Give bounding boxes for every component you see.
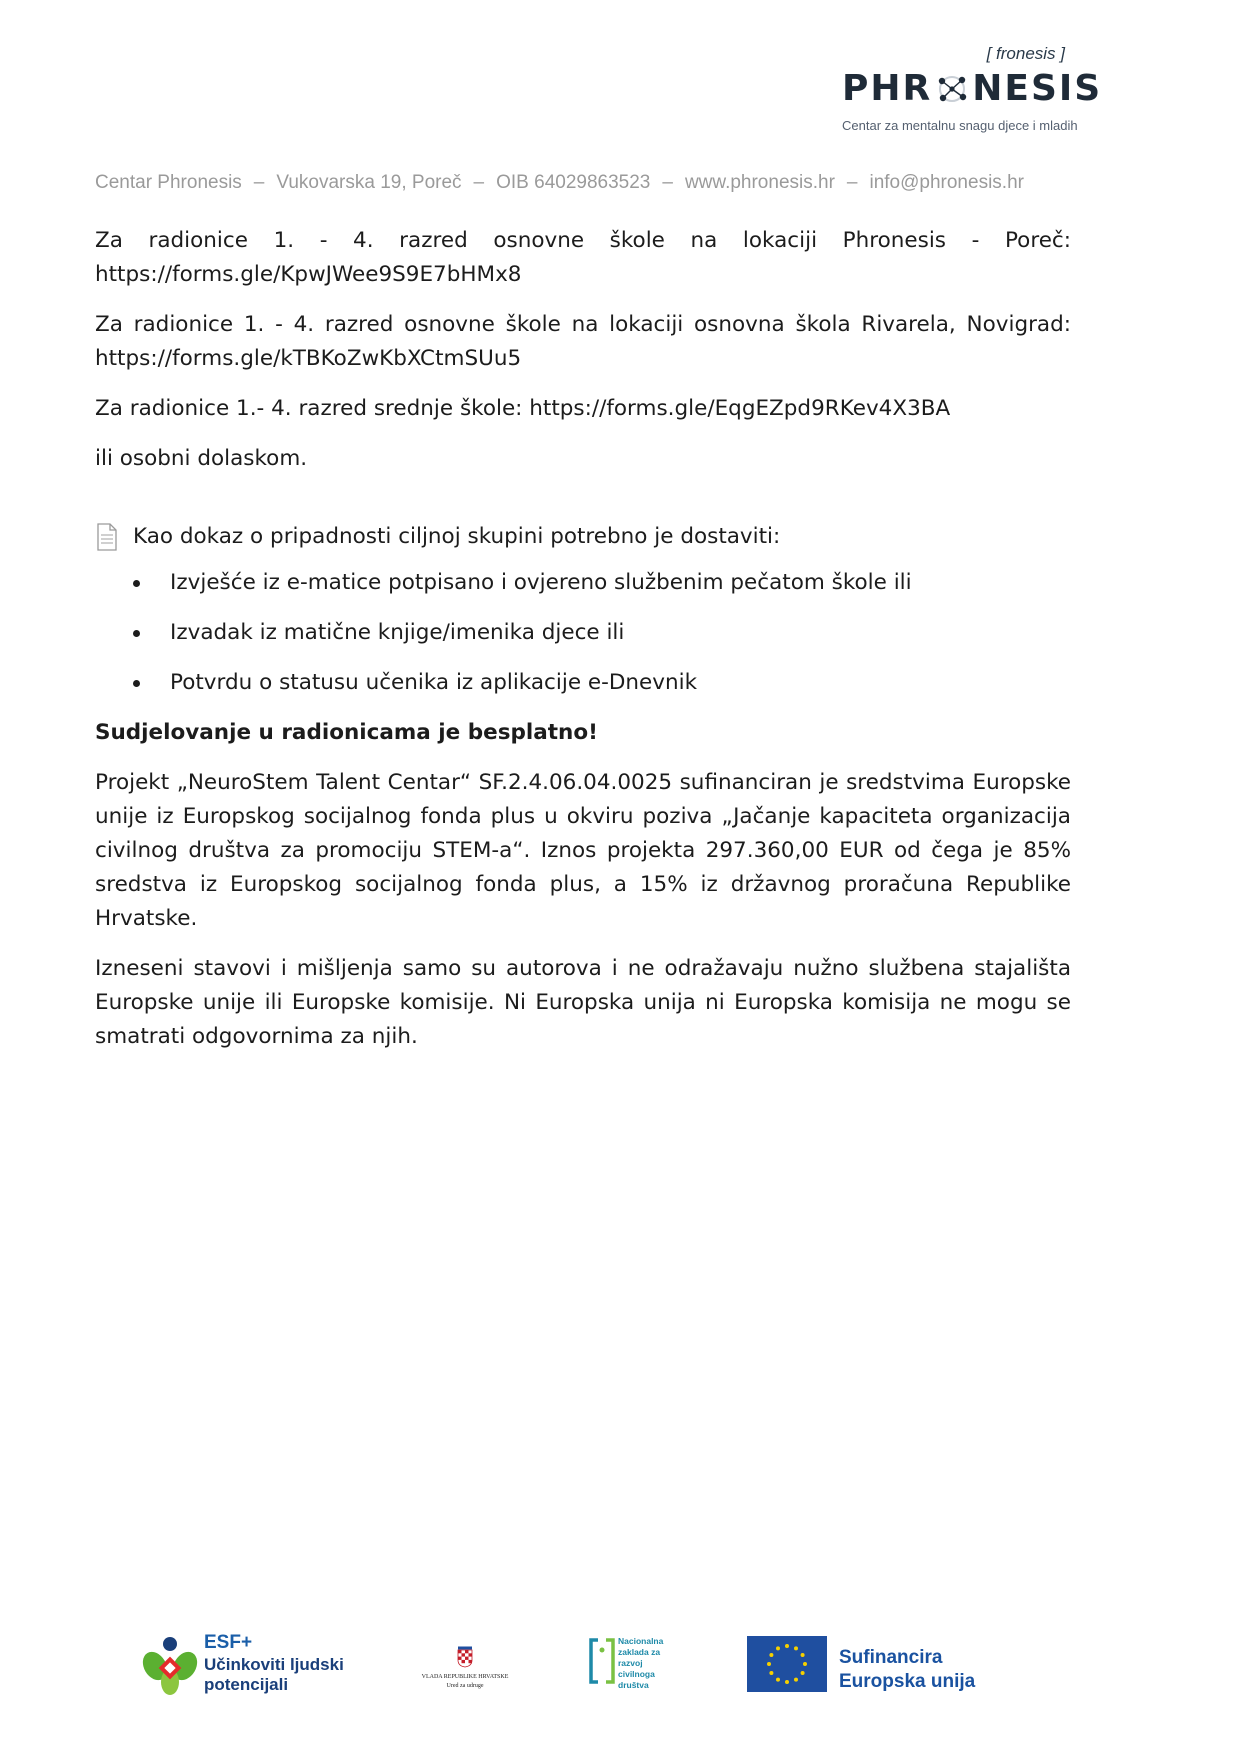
free-participation-note: Sudjelovanje u radionicama je besplatno!	[95, 720, 598, 745]
nzr-line: razvoj	[618, 1658, 643, 1668]
contact-address: Vukovarska 19, Poreč	[276, 172, 462, 193]
footer-logos	[0, 1620, 1240, 1720]
project-funding-paragraph: Projekt „NeuroStem Talent Centar“ SF.2.4.06.04.0025 sufinanciran je sredstvima Europske unije iz Europskog socijalnog fonda plus u okviru poziva „Jačanje kapaciteta organizacija civilnog društva za promociju STEM-a“. Iznos projekta 297.360,00 EUR od čega je 85% sredstva iz Europskog socijalnog fonda plus, a 15% iz državnog proračuna Republike Hrvatske.	[95, 770, 1071, 931]
government-name: VLADA REPUBLIKE HRVATSKE	[421, 1674, 509, 1680]
separator: –	[253, 172, 265, 193]
eu-cofunding-logo	[747, 1636, 987, 1696]
phronesis-logo	[812, 40, 1103, 140]
croatian-government-logo	[420, 1646, 510, 1692]
document-body	[95, 224, 1071, 1070]
eu-text	[839, 1646, 975, 1694]
registration-link-paragraph[interactable]: Za radionice 1. - 4. razred osnovne škole na lokaciji osnovna škola Rivarela, Novigrad: https://forms.gle/kTBKoZwKbXCtmSUu5	[95, 312, 1071, 371]
esf-flower-icon	[142, 1636, 198, 1696]
logo-wordmark	[842, 68, 1102, 109]
list-item: Izvadak iz matične knjige/imenika djece ili	[133, 616, 1071, 650]
esf-line1: Učinkoviti ljudski	[204, 1655, 344, 1674]
esf-title: ESF+	[204, 1632, 253, 1653]
in-person-note: ili osobni dolaskom.	[95, 446, 308, 471]
eu-flag-icon	[747, 1636, 827, 1692]
nzr-line: zaklada za	[618, 1647, 661, 1657]
nzr-line: Nacionalna	[618, 1636, 664, 1646]
eu-line2: Europska unija	[839, 1671, 976, 1692]
registration-link-paragraph[interactable]: Za radionice 1.- 4. razred srednje škole: https://forms.gle/EqgEZpd9RKev4X3BA	[95, 396, 951, 421]
registration-link-paragraph[interactable]: Za radionice 1. - 4. razred osnovne škole na lokaciji Phronesis - Poreč: https://forms.gle/KpwJWee9S9E7bHMx8	[95, 228, 1071, 287]
proof-intro-text: Kao dokaz o pripadnosti ciljnoj skupini potrebno je dostaviti:	[133, 524, 781, 549]
contact-org: Centar Phronesis	[95, 172, 242, 193]
list-item: Potvrdu o statusu učenika iz aplikacije e-Dnevnik	[133, 666, 1071, 700]
logo-tagline: Centar za mentalnu snagu djece i mladih	[842, 118, 1078, 133]
proof-list	[95, 566, 1071, 700]
contact-email-link[interactable]: info@phronesis.hr	[869, 172, 1024, 193]
nzr-line: civilnoga	[618, 1669, 655, 1679]
proof-intro	[95, 520, 1071, 554]
logo-text-left: PHR	[842, 68, 933, 109]
separator: –	[662, 172, 673, 193]
list-item: Izvješće iz e-matice potpisano i ovjereno službenim pečatom škole ili	[133, 566, 1071, 600]
separator: –	[846, 172, 858, 193]
contact-oib: OIB 64029863523	[496, 172, 651, 193]
disclaimer-paragraph: Izneseni stavovi i mišljenja samo su autorova i ne odražavaju nužno službena stajališta Europske unije ili Europske komisije. Ni Europska unija ni Europska komisija ne mogu se smatrati odgovornima za njih.	[95, 956, 1071, 1049]
molecule-o-icon	[934, 71, 970, 107]
nzr-logo	[588, 1634, 678, 1704]
contact-web-link[interactable]: www.phronesis.hr	[684, 172, 835, 193]
croatian-coat-of-arms-icon	[457, 1646, 473, 1668]
document-icon	[95, 523, 119, 551]
nzr-line: društva	[618, 1680, 649, 1690]
esf-logo	[142, 1632, 352, 1702]
separator: –	[473, 172, 485, 193]
esf-line2: potencijali	[204, 1675, 289, 1694]
eu-line1: Sufinancira	[839, 1647, 943, 1668]
logo-subtitle: [ fronesis ]	[986, 44, 1065, 63]
logo-text-right: NESIS	[972, 68, 1103, 109]
nzr-text	[618, 1636, 663, 1691]
contact-line	[95, 172, 1095, 194]
government-office: Ured za udruge	[446, 1683, 484, 1689]
bracket-icon	[588, 1638, 616, 1684]
